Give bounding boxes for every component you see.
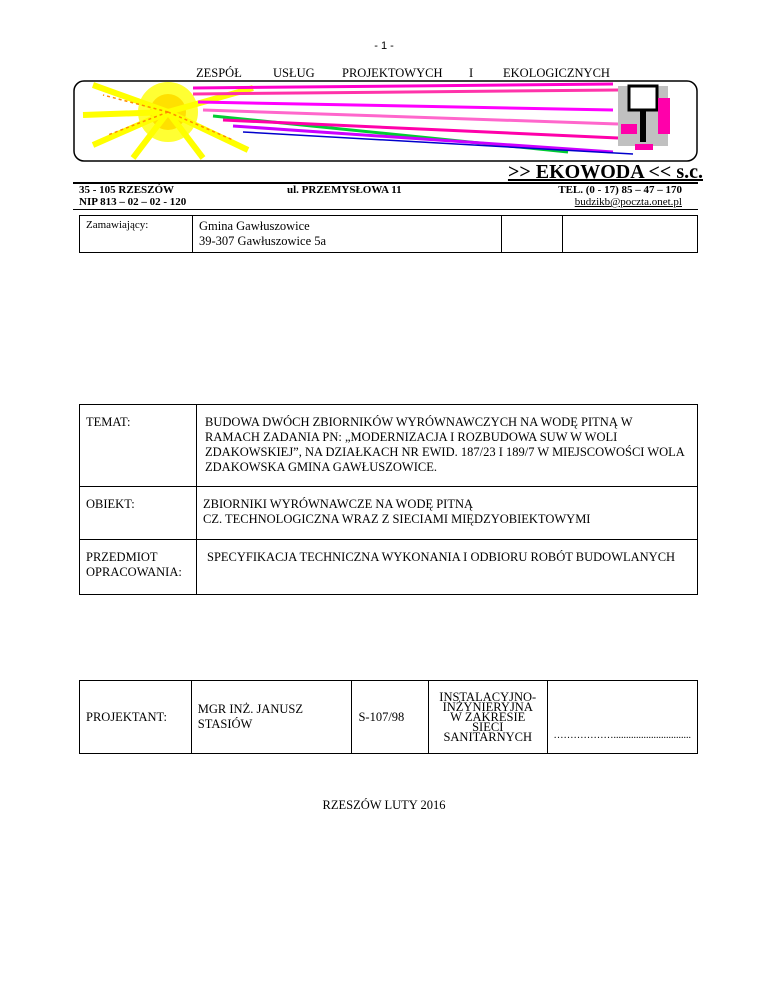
- subject-label-line-1: PRZEDMIOT: [86, 550, 158, 564]
- designer-name: MGR INŻ. JANUSZ STASIÓW: [191, 681, 352, 754]
- subject-label: [80, 540, 197, 595]
- client-address: 39-307 Gawłuszowice 5a: [199, 234, 327, 248]
- client-label: Zamawiający:: [80, 216, 193, 253]
- client-name: Gmina Gawłuszowice: [199, 219, 310, 233]
- header-word-uslug: USŁUG: [273, 66, 315, 80]
- header-word-zespol: ZESPÓŁ: [196, 66, 242, 80]
- email-link[interactable]: budzikb@poczta.onet.pl: [574, 196, 682, 208]
- client-table: [79, 215, 698, 253]
- address-divider: [73, 209, 698, 210]
- client-empty-cell-1: [502, 216, 563, 253]
- signature-field: ………………...............................: [547, 681, 698, 754]
- header-word-i: I: [469, 66, 474, 80]
- object-line-2: CZ. TECHNOLOGICZNA WRAZ Z SIECIAMI MIĘDZYOBIEKTOWYMI: [203, 512, 591, 526]
- specialty-line-4: SANITARNYCH: [443, 730, 533, 744]
- client-value: [193, 216, 502, 253]
- address-phone: TEL. (0 - 17) 85 – 47 – 170: [558, 184, 682, 196]
- address-street: ul. PRZEMYSŁOWA 11: [287, 184, 402, 196]
- address-nip: NIP 813 – 02 – 02 - 120: [79, 196, 187, 208]
- client-empty-cell-2: [563, 216, 698, 253]
- specialty-line-3: W ZAKRESIE SIECI: [450, 710, 526, 734]
- object-value: [197, 487, 698, 540]
- footer-place-date: RZESZÓW LUTY 2016: [322, 798, 446, 812]
- subject-label-line-2: OPRACOWANIA:: [86, 565, 182, 579]
- subject-value: SPECYFIKACJA TECHNICZNA WYKONANIA I ODBIORU ROBÓT BUDOWLANYCH: [197, 540, 698, 595]
- page-number: - 1 -: [374, 40, 394, 52]
- address-city: 35 - 105 RZESZÓW: [79, 184, 175, 196]
- designer-specialty: [428, 681, 547, 754]
- header-word-ekologicznych: EKOLOGICZNYCH: [503, 66, 610, 80]
- specialty-line-1: INSTALACYJNO-: [439, 690, 537, 704]
- object-line-1: ZBIORNIKI WYRÓWNAWCZE NA WODĘ PITNĄ: [203, 497, 474, 511]
- company-brand-name: >> EKOWODA << s.c.: [507, 161, 703, 183]
- tap-building-icon: [618, 86, 670, 150]
- specialty-line-2: INŻYNIERYJNA: [442, 700, 533, 714]
- details-table: [79, 404, 698, 595]
- header-word-projektowych: PROJEKTOWYCH: [342, 66, 443, 80]
- topic-label: TEMAT:: [80, 405, 197, 487]
- designer-license-number: S-107/98: [352, 681, 429, 754]
- topic-value: BUDOWA DWÓCH ZBIORNIKÓW WYRÓWNAWCZYCH NA WODĘ PITNĄ W RAMACH ZADANIA PN: „MODERNIZACJA I ROZBUDOWA SUW W WOLI ZDAKOWSKIEJ”, NA DZIAŁKACH NR EWID. 187/23 I 189/7 W MIEJSCOWOŚCI WOLA ZDAKOWSKA GMINA GAWŁUSZOWICE.: [197, 405, 698, 487]
- object-label: OBIEKT:: [80, 487, 197, 540]
- designer-label: PROJEKTANT:: [80, 681, 192, 754]
- company-logo-banner: [73, 80, 698, 162]
- designer-table: [79, 680, 698, 754]
